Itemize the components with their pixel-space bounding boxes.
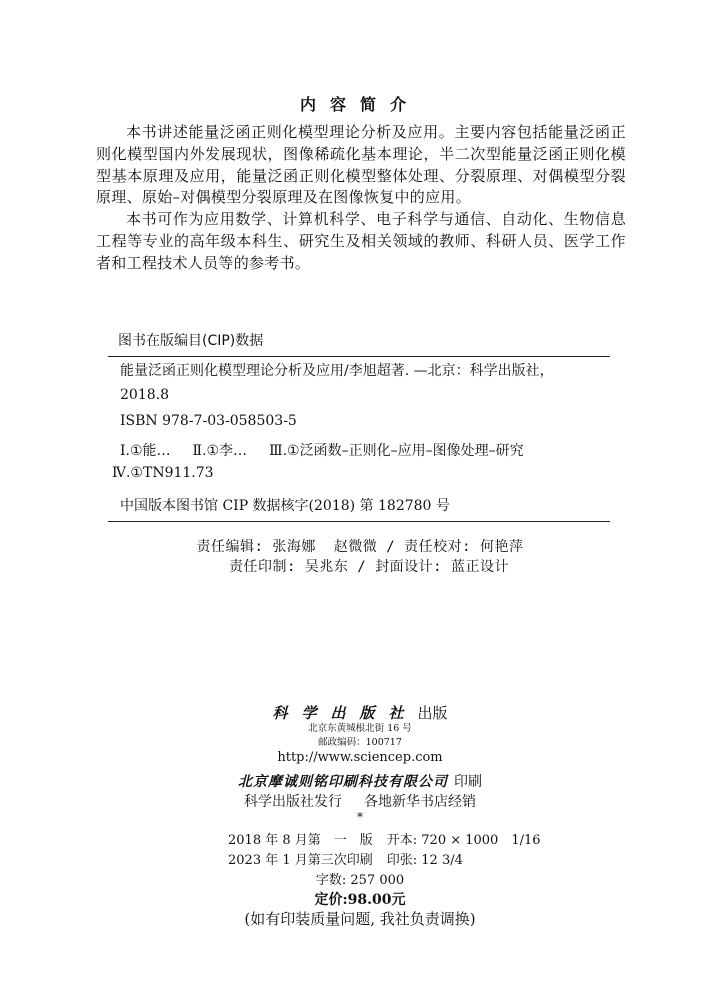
editors-line-2: [0, 557, 720, 577]
cip-subject-3: Ⅲ.①泛函数–正则化–应用–图像处理–研究: [269, 443, 524, 459]
retailer: 各地新华书店经销: [364, 794, 476, 810]
word-count: 字数: 257 000: [315, 873, 405, 888]
proofreader-label: / 责任校对:: [386, 539, 472, 555]
summary-body: [96, 122, 626, 275]
cip-subject-1: Ⅰ.①能…: [120, 443, 171, 459]
cip-subject-2: Ⅱ.①李…: [192, 443, 248, 459]
cip-subjects: [120, 441, 616, 461]
summary-paragraph-2: 本书可作为应用数学、计算机科学、电子科学与通信、自动化、生物信息工程等专业的高年级本科生、研究生及相关领域的教师、科研人员、医学工作者和工程技术人员等的参考书。: [96, 210, 626, 272]
proofreader-name: 何艳萍: [480, 539, 524, 555]
cip-record-number: 中国版本图书馆 CIP 数据核字(2018) 第 182780 号: [120, 498, 450, 514]
cip-bottom-rule: [108, 521, 610, 522]
printing: 2023 年 1 月第三次印刷: [228, 853, 373, 868]
cover-designer-name: 蓝正设计: [451, 559, 510, 575]
editor-name-2: 赵微微: [333, 539, 378, 555]
cip-date-line: 2018.8: [120, 387, 169, 403]
cover-designer-label: / 封面设计:: [357, 559, 443, 575]
edition: 2018 年 8 月第 一 版: [228, 833, 373, 848]
cip-title-line: 能量泛函正则化模型理论分析及应用/李旭超著. —北京：科学出版社，: [120, 363, 554, 379]
printer-line: [0, 771, 720, 791]
sheets: 印张: 12 3/4: [386, 853, 463, 868]
printer-suffix: 印刷: [454, 774, 482, 790]
editors-line-1: [0, 537, 720, 557]
cip-top-rule: [108, 356, 610, 357]
printing-line: [228, 849, 463, 868]
publisher-address: 北京东黄城根北街 16 号: [308, 723, 412, 734]
publisher-logo-text: 科学出版社: [272, 704, 418, 722]
publisher-url: http://www.sciencep.com: [277, 750, 443, 765]
publisher-line: [0, 702, 720, 723]
quality-notice: (如有印装质量问题, 我社负责调换): [244, 910, 476, 928]
print-supervisor-label: 责任印制:: [228, 559, 296, 575]
summary-title: 内容简介: [299, 95, 420, 114]
price: 定价:98.00元: [314, 892, 406, 908]
distribution-line: [0, 791, 720, 811]
cip-isbn: ISBN 978-7-03-058503-5: [120, 413, 297, 429]
editor-name: 张海娜: [272, 539, 316, 555]
print-supervisor-name: 吴兆东: [304, 559, 349, 575]
distributor: 科学出版社发行: [244, 794, 342, 810]
printer-name: 北京摩诚则铭印刷科技有限公司: [238, 774, 448, 790]
format: 开本: 720 × 1000 1/16: [386, 833, 541, 848]
publisher-postcode: 邮政编码：100717: [318, 737, 402, 748]
publisher-suffix: 出版: [417, 704, 448, 722]
cip-heading: 图书在版编目(CIP)数据: [118, 333, 264, 349]
cip-subject-4: Ⅳ.①TN911.73: [112, 465, 214, 481]
separator-star: *: [357, 810, 363, 824]
summary-paragraph-1: 本书讲述能量泛函正则化模型理论分析及应用。主要内容包括能量泛函正则化模型国内外发展现状，图像稀疏化基本理论，半二次型能量泛函正则化模型基本原理及应用，能量泛函正则化模型整体处理、分裂原理、对偶模型分裂原理、原始–对偶模型分裂原理及在图像恢复中的应用。: [96, 123, 626, 207]
editor-label: 责任编辑:: [196, 539, 264, 555]
edition-line: [228, 829, 541, 848]
